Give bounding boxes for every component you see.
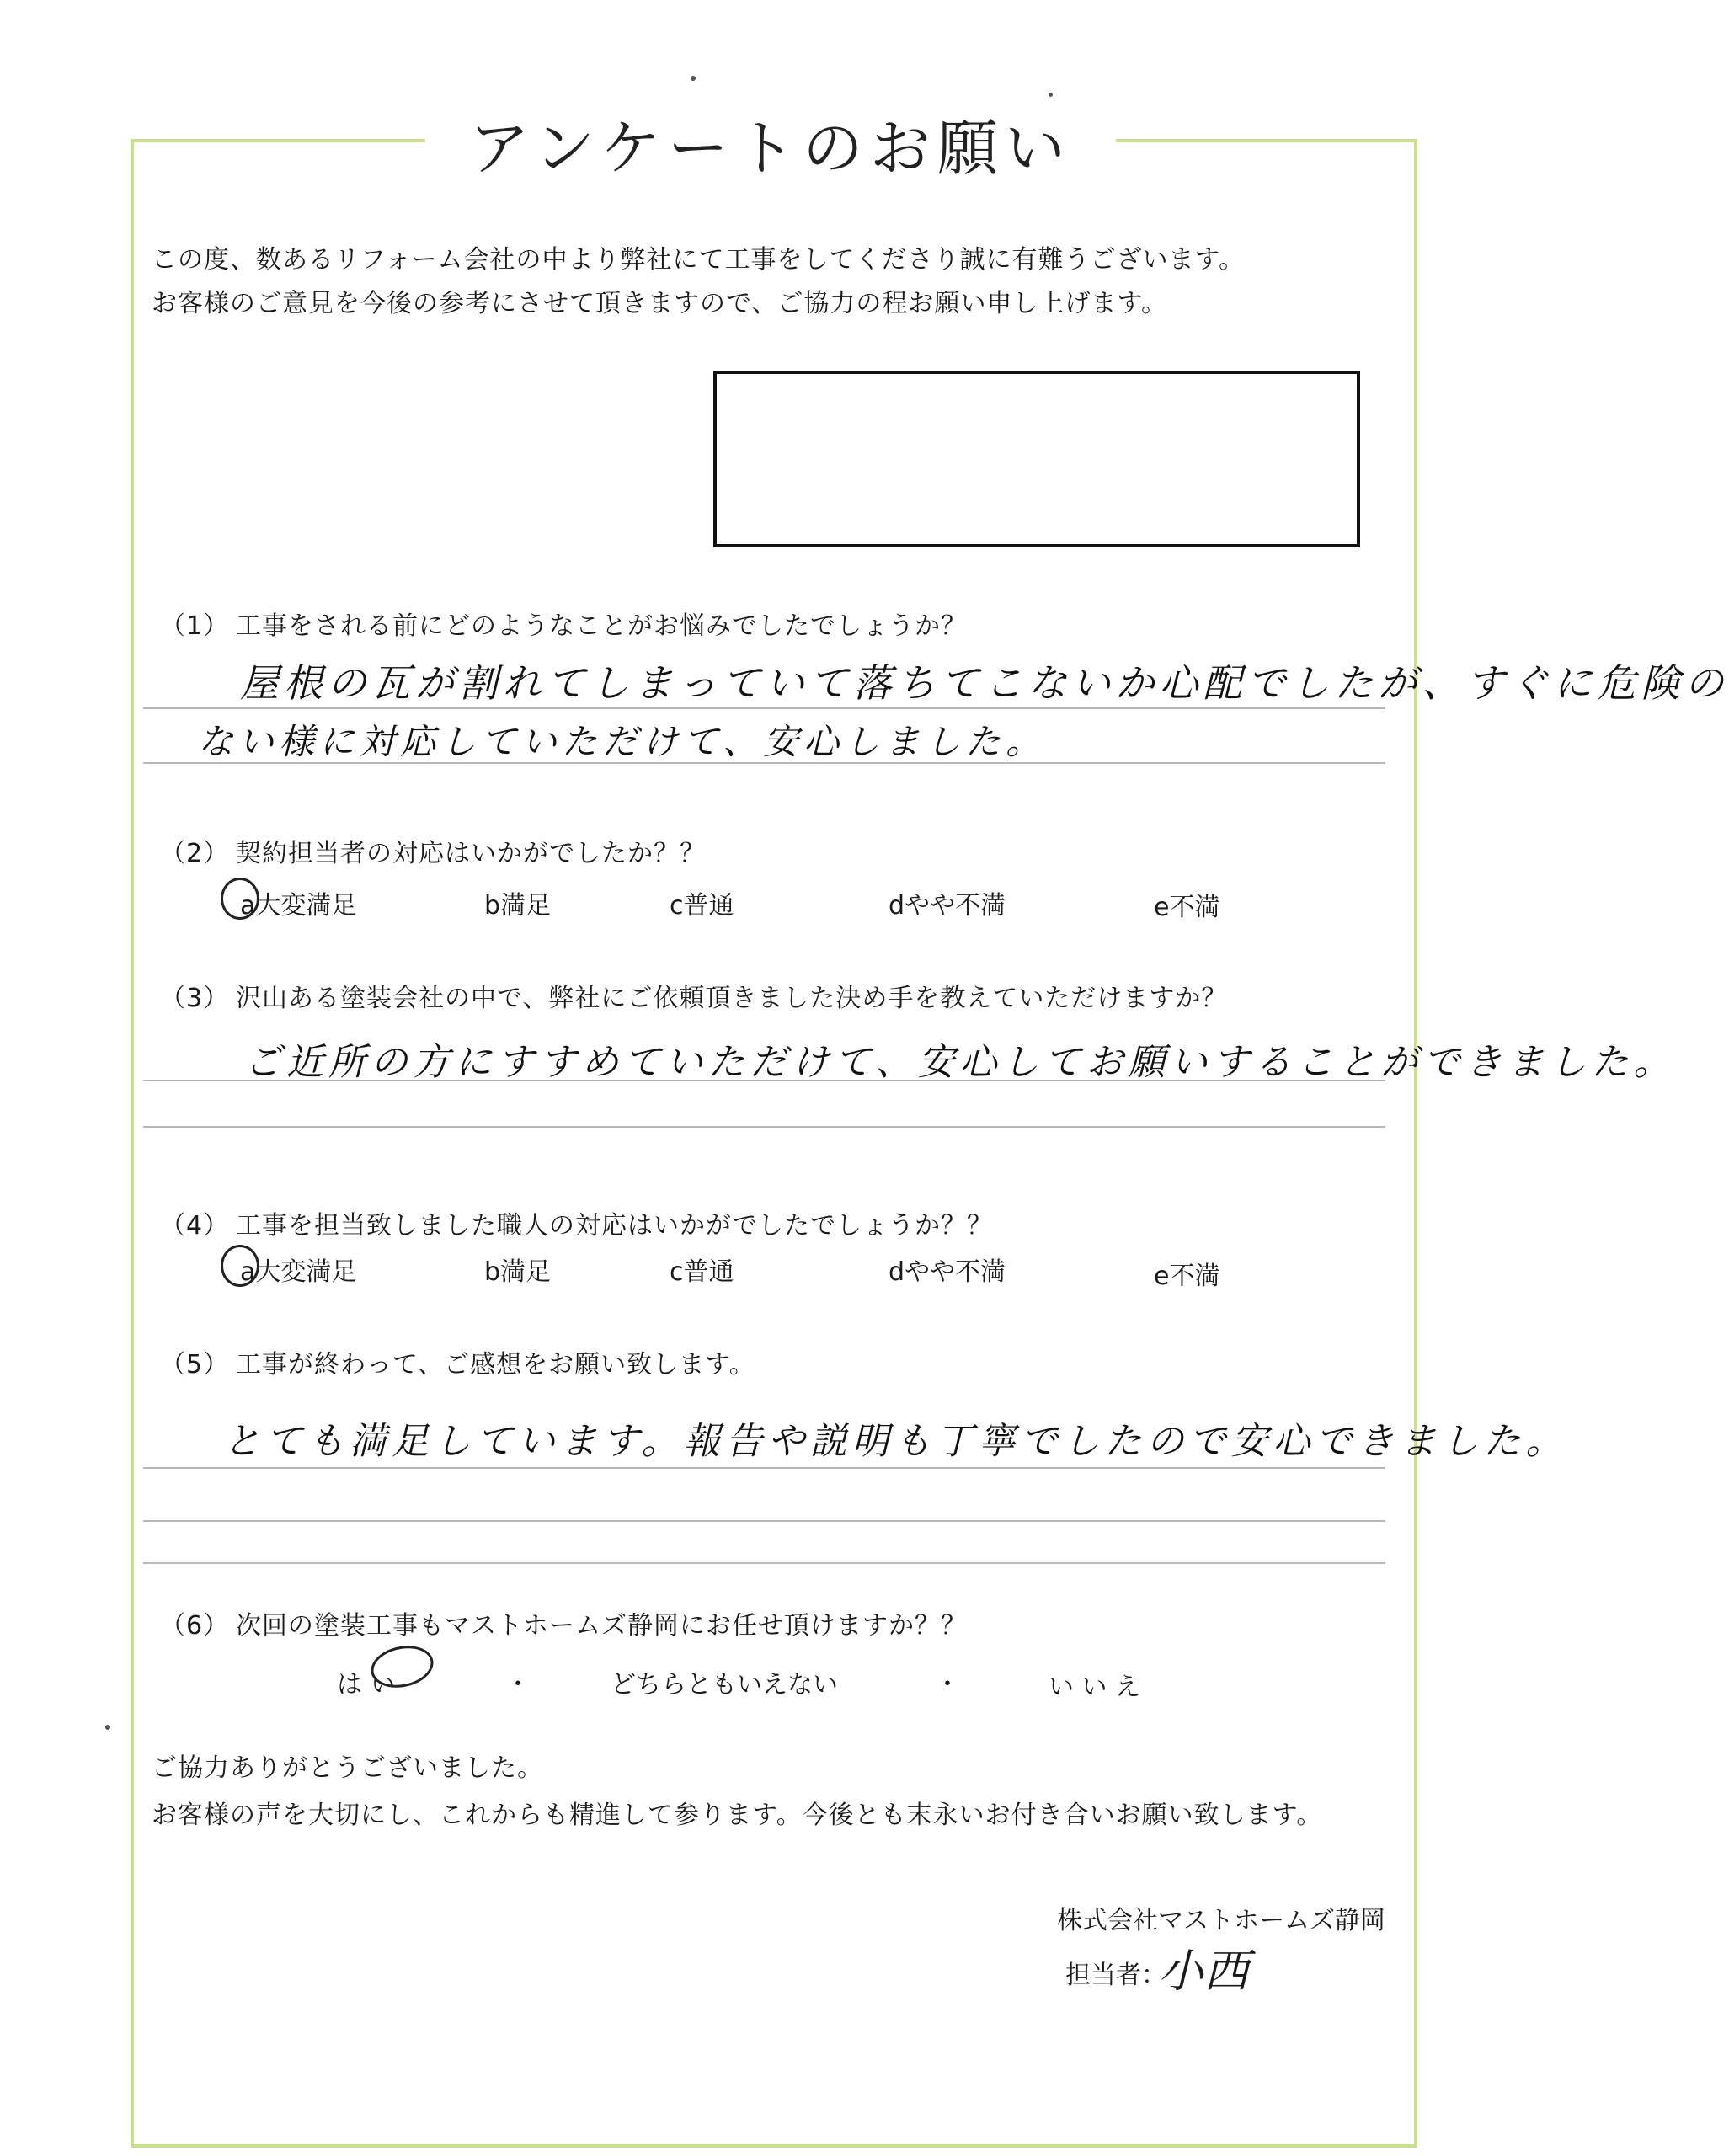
q2-option-d[interactable]: dやや不満	[889, 891, 1006, 921]
question-5	[160, 1343, 755, 1380]
question-2-text: 契約担当者の対応はいかがでしたか？？	[236, 839, 706, 868]
q2-option-b[interactable]: b満足	[484, 891, 552, 921]
answer-rule	[143, 707, 1385, 709]
q4-option-e[interactable]: e不満	[1154, 1262, 1220, 1291]
answer-rule	[143, 1126, 1385, 1128]
customer-name-box	[713, 371, 1360, 547]
q4-selected-circle	[221, 1245, 259, 1287]
title-banner	[425, 101, 1116, 185]
q2-option-a[interactable]: a大変満足	[240, 891, 357, 921]
question-5-text: 工事が終わって、ご感想をお願い致します。	[236, 1350, 755, 1380]
question-6-text: 次回の塗装工事もマストホームズ静岡にお任せ頂けますか？？	[236, 1611, 967, 1641]
q6-option-either[interactable]: どちらともいえない	[611, 1670, 838, 1700]
separator-dot: ・	[935, 1670, 960, 1700]
q2-option-c[interactable]: c普通	[670, 891, 734, 921]
staff-label: 担当者：	[1065, 1961, 1166, 1990]
answer-1-line-1: 屋根の瓦が割れてしまっていて落ちてこないか心配でしたが、すぐに危険の	[240, 660, 1729, 706]
q2-selected-circle	[221, 878, 259, 920]
question-4-number: （4）	[160, 1211, 230, 1241]
closing-line-1: ご協力ありがとうございました。	[152, 1753, 543, 1783]
page-title: アンケートのお願い	[469, 113, 1072, 184]
q2-option-e[interactable]: e不満	[1154, 893, 1220, 922]
answer-rule	[143, 1080, 1385, 1081]
closing-line-2: お客様の声を大切にし、これからも精進して参ります。今後とも末永いお付き合いお願い致します。	[152, 1801, 1323, 1830]
question-1-text: 工事をされる前にどのようなことがお悩みでしたでしょうか？	[236, 611, 967, 641]
intro-line-2: お客様のご意見を今後の参考にさせて頂きますので、ご協力の程お願い申し上げます。	[152, 289, 1167, 318]
question-4-text: 工事を担当致しました職人の対応はいかがでしたでしょうか？？	[236, 1211, 993, 1241]
intro-text	[152, 238, 1245, 326]
separator-dot: ・	[505, 1670, 531, 1700]
intro-line-1: この度、数あるリフォーム会社の中より弊社にて工事をしてくださり誠に有難うございます。	[152, 245, 1246, 275]
question-1-number: （1）	[160, 611, 230, 641]
question-1	[160, 605, 967, 642]
closing-text	[152, 1745, 1322, 1839]
q4-option-d[interactable]: dやや不満	[889, 1257, 1006, 1287]
question-3-text: 沢山ある塗装会社の中で、弊社にご依頼頂きました決め手を教えていただけますか？	[236, 984, 1228, 1013]
question-2-number: （2）	[160, 839, 230, 868]
q6-option-no[interactable]: い い え	[1049, 1673, 1141, 1702]
question-6-number: （6）	[160, 1611, 230, 1641]
staff-signature: 小西	[1158, 1945, 1249, 1998]
question-5-number: （5）	[160, 1350, 230, 1380]
answer-1-line-2: ない様に対応していただけて、安心しました。	[198, 721, 1047, 762]
question-4	[160, 1204, 993, 1241]
answer-3-line-1: ご近所の方にすすめていただけて、安心してお願いすることができました。	[244, 1041, 1676, 1084]
answer-rule	[143, 1467, 1385, 1469]
question-2	[160, 832, 706, 869]
question-3-number: （3）	[160, 984, 230, 1013]
question-3	[160, 977, 1227, 1014]
scan-speck	[691, 76, 696, 81]
answer-5-line-1: とても満足しています。報告や説明も丁寧でしたので安心できました。	[223, 1420, 1568, 1463]
question-6	[160, 1604, 967, 1641]
q4-option-b[interactable]: b満足	[484, 1257, 552, 1287]
answer-rule	[143, 1520, 1385, 1522]
q6-option-yes[interactable]: は い	[337, 1670, 396, 1700]
answer-rule	[143, 762, 1385, 764]
answer-rule	[143, 1562, 1385, 1564]
scan-speck	[105, 1725, 110, 1730]
scan-speck	[1049, 93, 1053, 97]
q4-option-c[interactable]: c普通	[670, 1257, 734, 1287]
company-name: 株式会社マストホームズ静岡	[1057, 1906, 1385, 1935]
q4-option-a[interactable]: a大変満足	[240, 1257, 357, 1287]
